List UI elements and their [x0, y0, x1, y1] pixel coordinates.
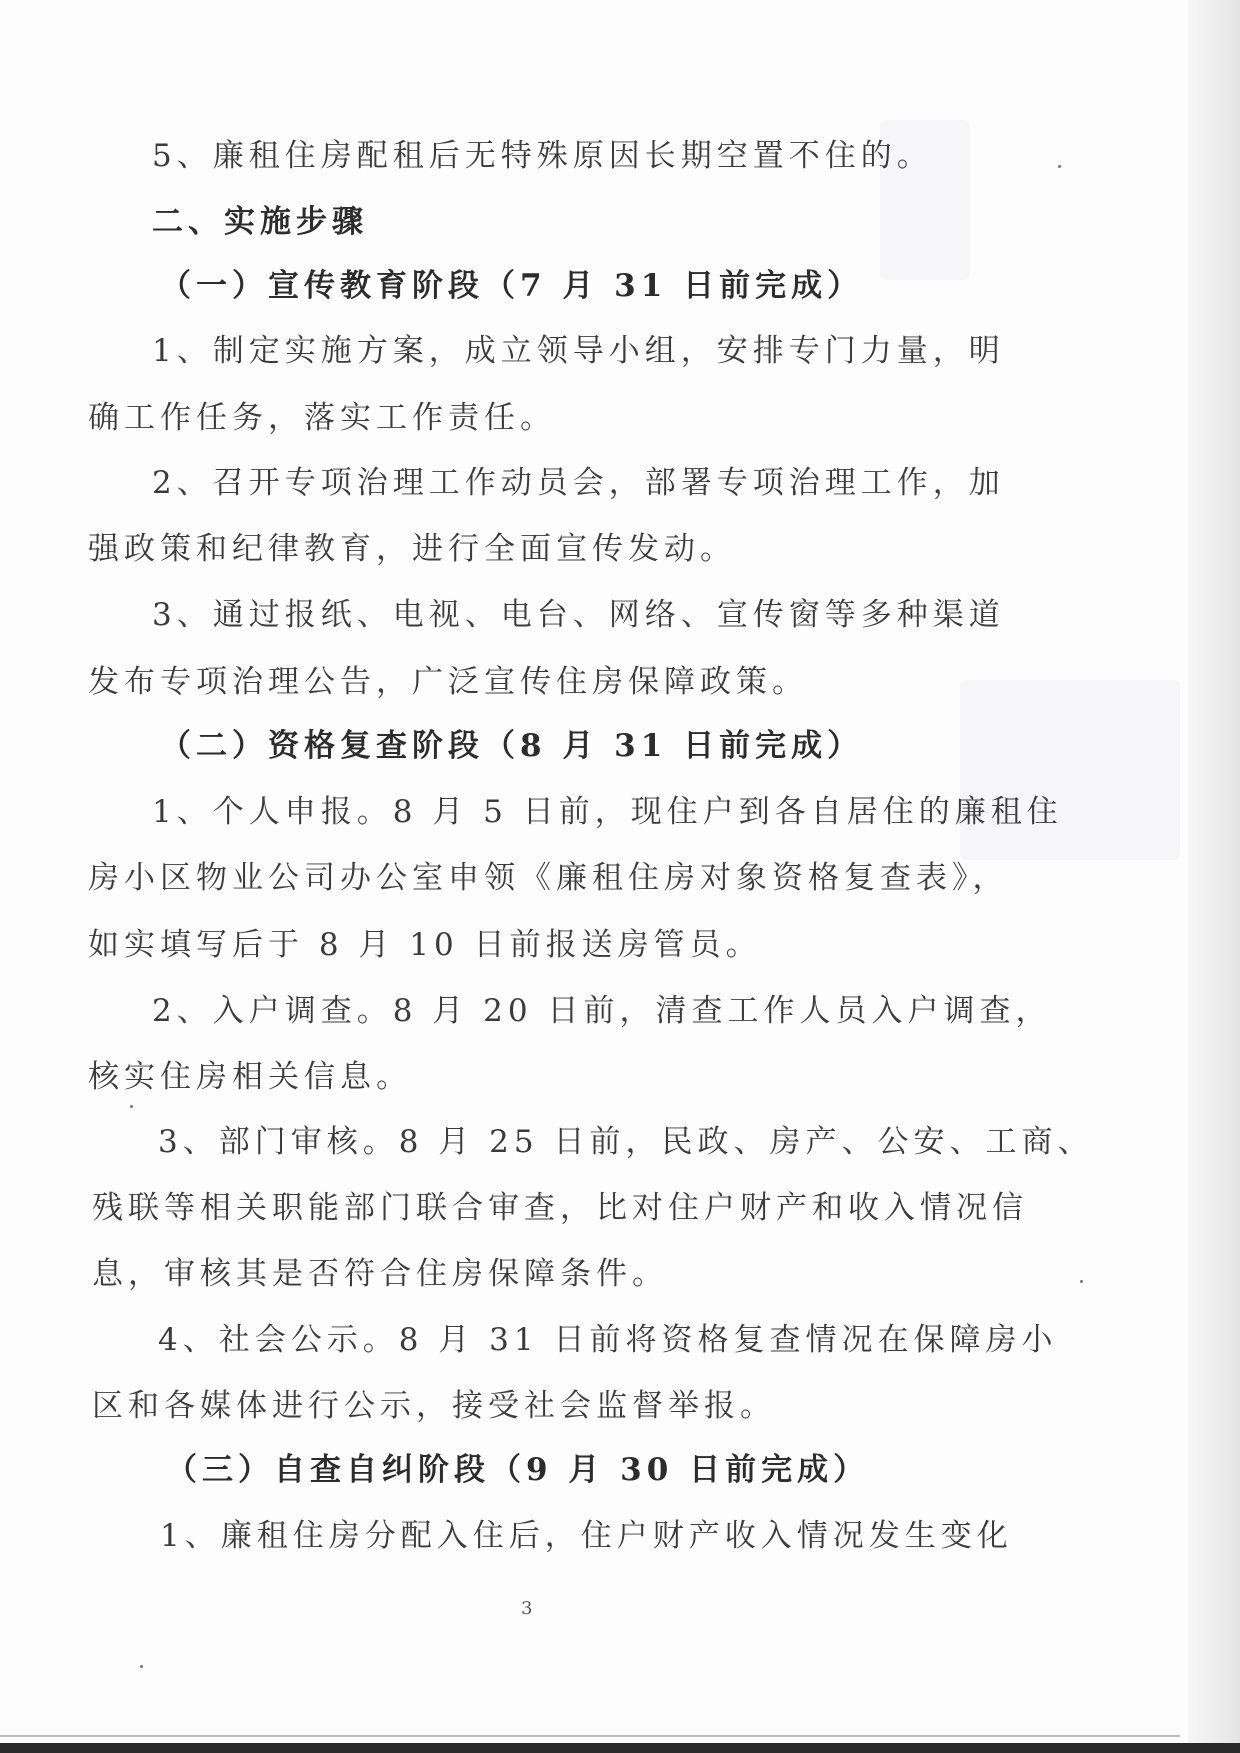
subsection-heading: （二）资格复查阶段（8 月 31 日前完成）: [160, 728, 864, 764]
paragraph-line: 3、部门审核。8 月 25 日前，民政、房产、公安、工商、: [158, 1124, 1094, 1160]
paragraph-line: 3、通过报纸、电视、电台、网络、宣传窗等多种渠道: [152, 597, 1005, 633]
paragraph-line: 2、入户调查。8 月 20 日前，清查工作人员入户调查，: [152, 993, 1052, 1029]
paragraph-line: 2、召开专项治理工作动员会，部署专项治理工作，加: [152, 465, 1005, 501]
section-heading: 二、实施步骤: [152, 204, 368, 240]
paragraph-line: 确工作任务，落实工作责任。: [88, 400, 556, 436]
paragraph-line: 如实填写后于 8 月 10 日前报送房管员。: [88, 927, 762, 963]
paragraph-line: 强政策和纪律教育，进行全面宣传发动。: [88, 531, 736, 567]
scan-speck: [1058, 165, 1061, 168]
paragraph-line: 4、社会公示。8 月 31 日前将资格复查情况在保障房小: [158, 1322, 1058, 1358]
paragraph-line: 发布专项治理公告，广泛宣传住房保障政策。: [88, 664, 808, 700]
paragraph-line: 1、个人申报。8 月 5 日前，现住户到各自居住的廉租住: [152, 794, 1063, 830]
scan-edge-bottom: [0, 1743, 1240, 1753]
scan-speck: [1080, 1280, 1083, 1283]
scan-line-bottom: [0, 1735, 1180, 1737]
scan-edge-right: [1188, 0, 1240, 1753]
subsection-heading: （一）宣传教育阶段（7 月 31 日前完成）: [160, 268, 864, 304]
subsection-heading: （三）自查自纠阶段（9 月 30 日前完成）: [166, 1452, 870, 1488]
paragraph-line: 房小区物业公司办公室申领《廉租住房对象资格复查表》，: [88, 860, 1009, 896]
page-number: 3: [521, 1598, 533, 1619]
paragraph-line: 息，审核其是否符合住房保障条件。: [92, 1256, 668, 1292]
scan-speck: [140, 1665, 143, 1668]
paragraph-line: 核实住房相关信息。: [88, 1059, 412, 1095]
scan-speck: [130, 1105, 133, 1108]
paragraph-line: 1、廉租住房分配入住后，住户财产收入情况发生变化: [160, 1518, 1013, 1554]
paragraph-line: 残联等相关职能部门联合审查，比对住户财产和收入情况信: [92, 1190, 1028, 1226]
paragraph-line: 5、廉租住房配租后无特殊原因长期空置不住的。: [152, 138, 933, 174]
bleed-through-shadow: [960, 680, 1180, 860]
paragraph-line: 1、制定实施方案，成立领导小组，安排专门力量，明: [152, 333, 1005, 369]
paragraph-line: 区和各媒体进行公示，接受社会监督举报。: [92, 1388, 776, 1424]
